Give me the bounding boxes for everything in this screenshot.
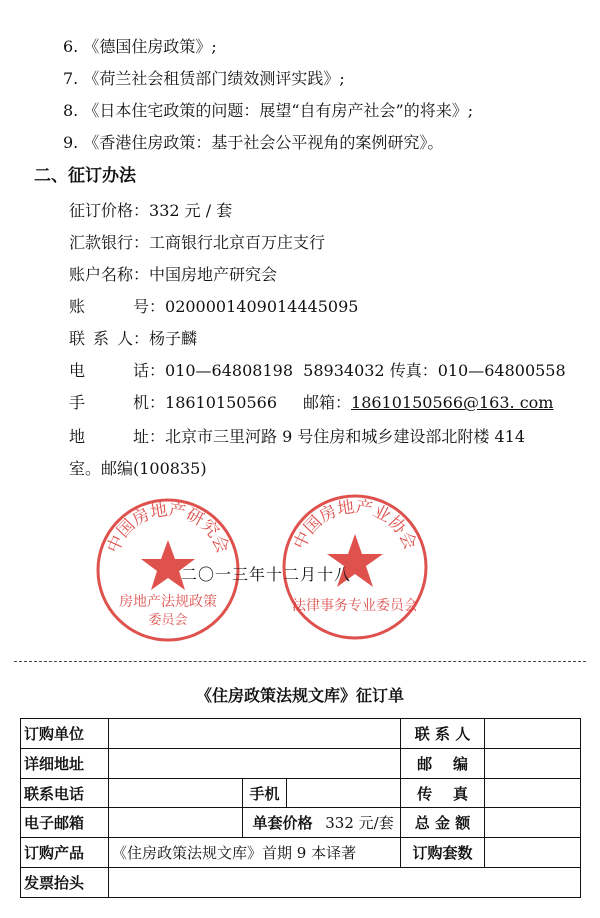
address-label: 详细地址 xyxy=(21,748,109,778)
address-value-1: 北京市三里河路 9 号住房和城乡建设部北附楼 414 xyxy=(165,427,525,446)
list-item-9: 9. 《香港住房政策：基于社会公平视角的案例研究》。 xyxy=(63,133,444,152)
left-seal-outer-text: 中国房地产研究会 xyxy=(103,500,233,557)
sets-input[interactable] xyxy=(485,838,581,868)
fax-input[interactable] xyxy=(485,778,581,808)
email-label: 电子邮箱 xyxy=(21,808,109,838)
contact-value: 杨子麟 xyxy=(149,329,198,348)
email-input[interactable] xyxy=(109,808,243,838)
phone-label: 联系电话 xyxy=(21,778,109,808)
contact-row xyxy=(69,329,197,349)
row-phone xyxy=(21,778,581,808)
account-number-value: 0200001409014445095 xyxy=(165,297,359,316)
product-label: 订购产品 xyxy=(21,838,109,868)
address-label-a: 地 xyxy=(69,427,86,446)
left-seal-inner-text-2: 委员会 xyxy=(148,613,188,628)
row-unit xyxy=(21,719,581,749)
account-number-label-b: 号： xyxy=(133,297,166,316)
email-value[interactable]: 18610150566@163. com xyxy=(351,393,554,412)
postcode-input[interactable] xyxy=(485,748,581,778)
list-item-7: 7. 《荷兰社会租赁部门绩效测评实践》; xyxy=(63,69,345,88)
set-price-label: 单套价格 xyxy=(252,814,313,833)
left-seal-inner-text-1: 房地产法规政策 xyxy=(119,594,217,610)
price-label: 征订价格： xyxy=(69,201,150,220)
product-value: 《住房政策法规文库》首期 9 本译著 xyxy=(109,838,401,868)
list-item-8: 8. 《日本住宅政策的问题：展望“自有房产社会”的将来》; xyxy=(63,101,474,120)
bank-row xyxy=(69,233,325,253)
order-form-table xyxy=(20,718,581,898)
phone-label-a: 电 xyxy=(69,361,86,380)
row-product xyxy=(21,838,581,868)
account-number-label-a: 账 xyxy=(69,297,86,316)
fax-label: 传 真 xyxy=(401,778,485,808)
unit-label: 订购单位 xyxy=(21,719,109,749)
contact-label-b: 系 xyxy=(93,329,110,348)
price-row xyxy=(69,201,232,221)
date-text: 二〇一三年十二月十八 xyxy=(181,565,352,584)
mobile-value: 18610150566 xyxy=(165,393,277,412)
invoice-label: 发票抬头 xyxy=(21,868,109,898)
list-item-6: 6. 《德国住房政策》; xyxy=(63,37,217,56)
contact-person-label: 联 系 人 xyxy=(401,719,485,749)
account-number-row xyxy=(69,297,358,317)
row-email xyxy=(21,808,581,838)
invoice-input[interactable] xyxy=(109,868,581,898)
cut-line xyxy=(14,661,586,662)
address-input[interactable] xyxy=(109,748,401,778)
contact-label-a: 联 xyxy=(69,329,86,348)
mobile-row xyxy=(69,393,553,413)
account-name-value: 中国房地产研究会 xyxy=(149,265,278,284)
postcode-label: 邮 编 xyxy=(401,748,485,778)
phone-label-b: 话： xyxy=(133,361,166,380)
address-row xyxy=(69,427,525,447)
total-input[interactable] xyxy=(485,808,581,838)
form-title: 《住房政策法规文库》征订单 xyxy=(195,686,404,705)
total-label: 总 金 额 xyxy=(401,808,485,838)
set-price-value: 332 元/套 xyxy=(325,814,394,833)
unit-input[interactable] xyxy=(109,719,401,749)
section-title: 二、征订办法 xyxy=(34,166,136,186)
right-seal-outer-text: 中国房地产业协会 xyxy=(289,497,421,553)
row-address xyxy=(21,748,581,778)
bank-label: 汇款银行： xyxy=(69,233,150,252)
mobile-input[interactable] xyxy=(287,778,401,808)
phone-input[interactable] xyxy=(109,778,243,808)
set-price-cell xyxy=(243,808,401,838)
email-label: 邮箱： xyxy=(303,393,352,412)
sets-label: 订购套数 xyxy=(401,838,485,868)
account-name-row xyxy=(69,265,277,285)
account-name-label: 账户名称： xyxy=(69,265,150,284)
right-seal-inner-text: 法律事务专业委员会 xyxy=(292,598,418,614)
mobile-label-b: 机： xyxy=(133,393,166,412)
address-value-2: 室。邮编(100835) xyxy=(69,459,207,478)
price-value: 332 元 / 套 xyxy=(149,201,233,220)
phone-value: 010—64808198 58934032 传真：010—64800558 xyxy=(165,361,566,380)
mobile-label-a: 手 xyxy=(69,393,86,412)
mobile-label: 手机 xyxy=(243,778,287,808)
contact-label-c: 人： xyxy=(117,329,150,348)
contact-person-input[interactable] xyxy=(485,719,581,749)
phone-row xyxy=(69,361,566,381)
address-label-b: 址： xyxy=(133,427,166,446)
bank-value: 工商银行北京百万庄支行 xyxy=(149,233,326,252)
row-invoice xyxy=(21,868,581,898)
